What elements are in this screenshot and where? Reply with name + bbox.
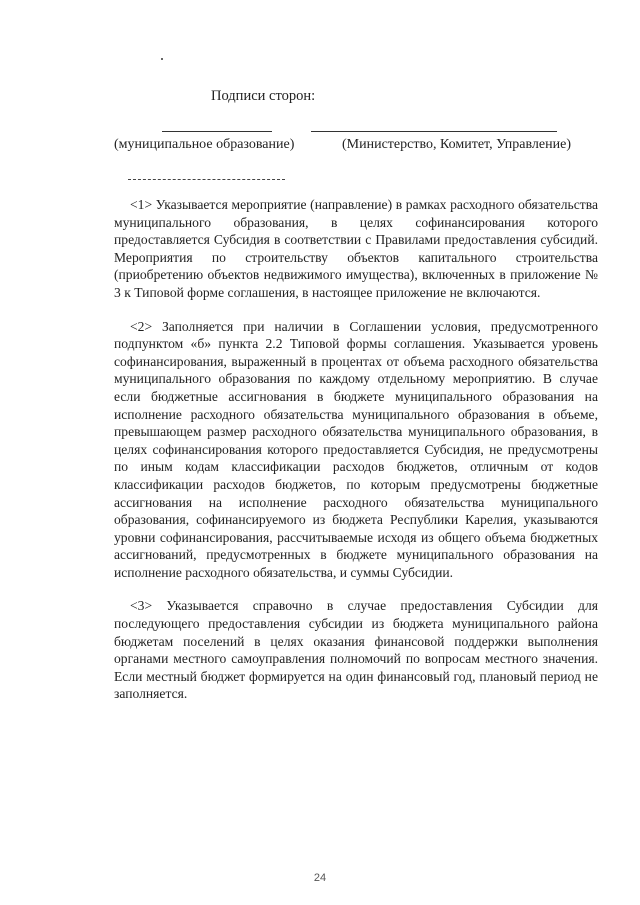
footnote-3: <3> Указывается справочно в случае предоставления Субсидии для последующего предоставления субсидии из бюджета муниципального района бюджетам поселений в целях оказания финансовой поддержки выполнения органами местного самоуправления полномочий по вопросам местного значения. Если местный бюджет формируется на один финансовый год, плановый период не заполняется.: [114, 598, 598, 702]
footnote-2: <2> Заполняется при наличии в Соглашении условия, предусмотренного подпунктом «б» пункта 2.2 Типовой формы соглашения. Указывается уровень софинансирования, выраженный в процентах от объема расходного обязательства муниципального образования по каждому отдельному мероприятию. В случае если бюджетные ассигнования в бюджете муниципального образования на исполнение расходного обязательства муниципального образования в объеме, превышающем размер расходного обязательства муниципального образования, в целях софинансирования которого предоставляется Субсидия, не предусмотрены по иным кодам классификации расходов бюджетов, отличным от кодов классификации расходов бюджетов, по которым предусмотрены бюджетные ассигнования на исполнение расходного обязательства муниципального образования, софинансируемого из бюджета Республики Карелия, указываются уровни софинансирования, рассчитываемые исходя из общего объема бюджетных ассигнований, предусмотренных в бюджете муниципального образования на исполнение расходного обязательства, и суммы Субсидии.: [114, 318, 598, 580]
signature-label-municipality: (муниципальное образование): [114, 137, 295, 152]
page-number: 24: [313, 872, 327, 884]
footnotes: [114, 196, 598, 719]
signatures-title: Подписи сторон:: [211, 88, 316, 104]
footnote-1: <1> Указывается мероприятие (направление) в рамках расходного обязательства муниципального образования, в целях софинансирования которого предоставляется Субсидия в соответствии с Правилами предоставления субсидий. Мероприятия по строительству объектов капитального строительства (приобретению объектов недвижимого имущества), включенных в приложение № 3 к Типовой форме соглашения, в настоящее приложение не включаются.: [114, 197, 598, 300]
signature-line-ministry: [311, 131, 557, 132]
signature-label-ministry: (Министерство, Комитет, Управление): [342, 137, 571, 152]
footnote-separator: [128, 179, 285, 180]
signature-line-municipality: [162, 131, 272, 132]
scan-speck: [161, 58, 163, 60]
